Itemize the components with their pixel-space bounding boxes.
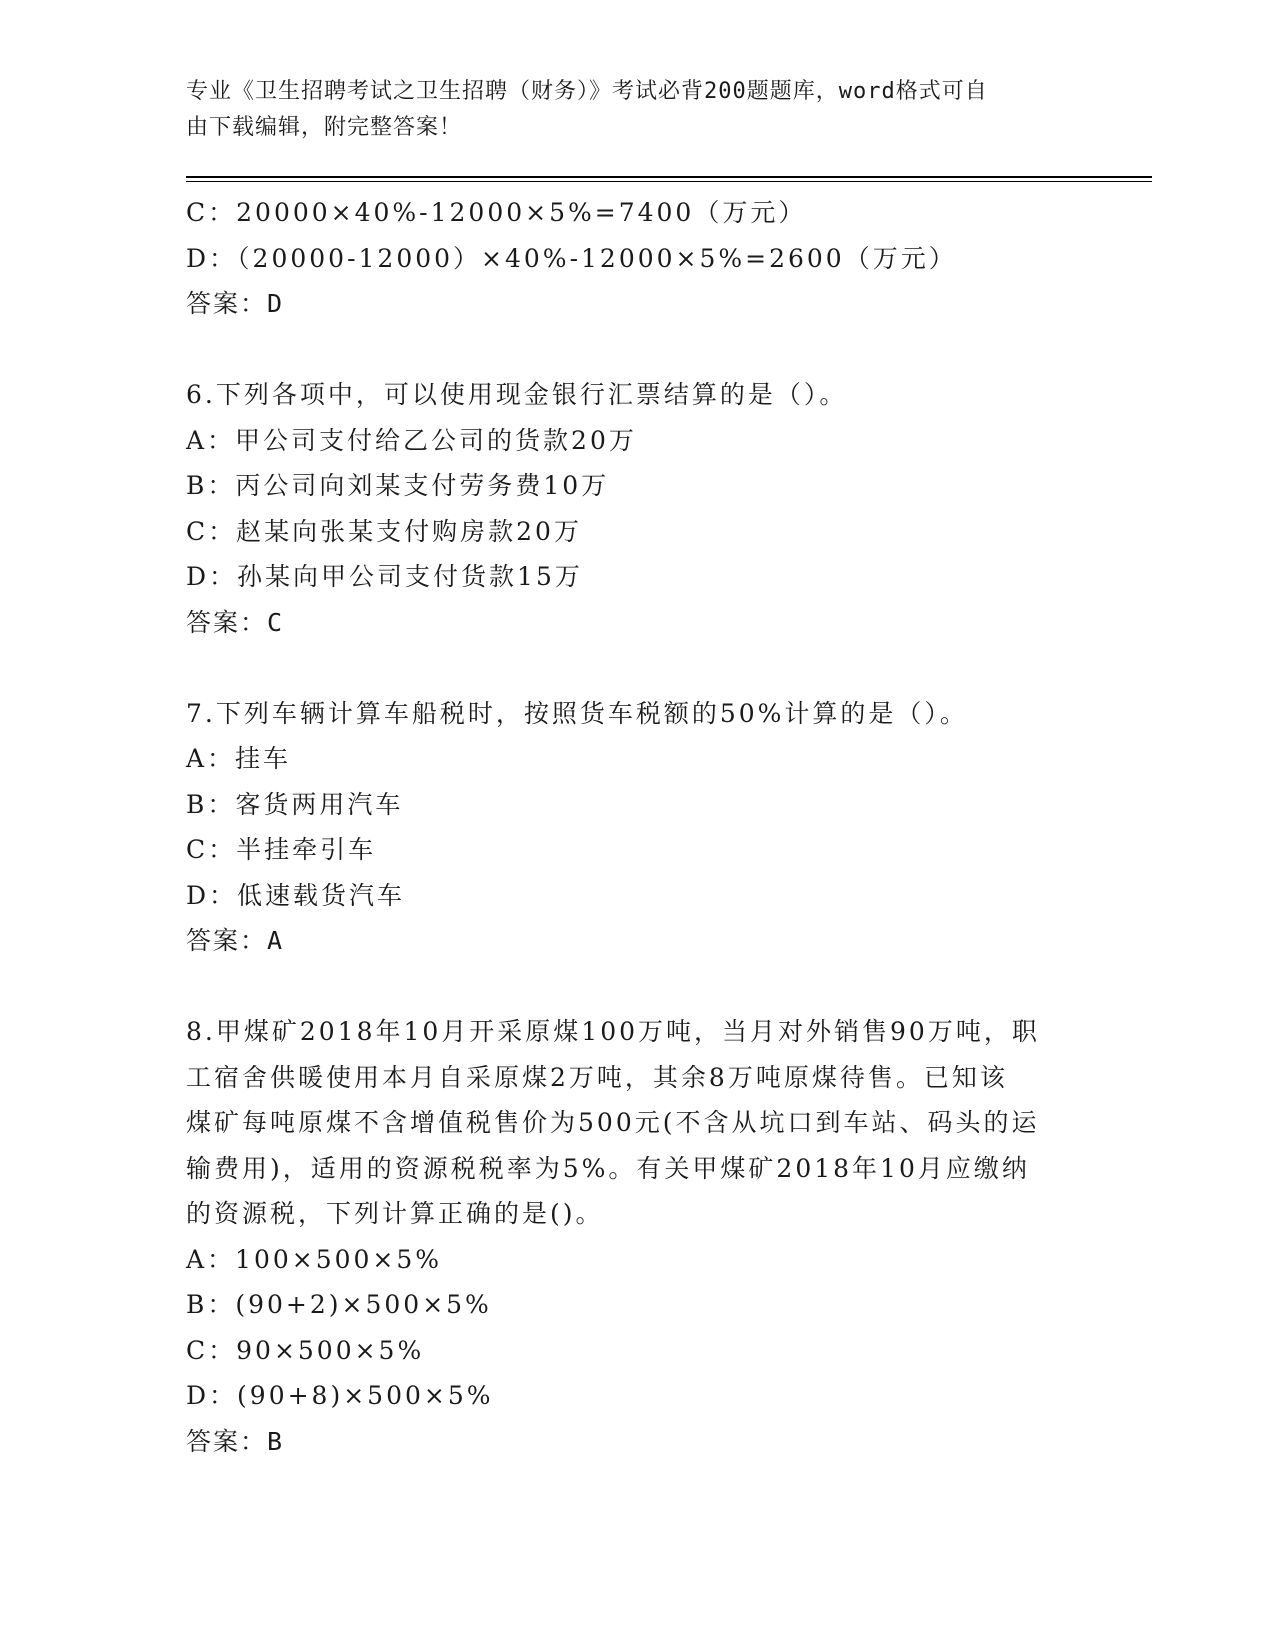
- option-b: B：客货两用汽车: [186, 789, 404, 819]
- option-c: C：赵某向张某支付购房款20万: [186, 516, 582, 546]
- question-list: [186, 190, 1086, 1464]
- option-d: D：孙某向甲公司支付货款15万: [186, 562, 583, 591]
- answer: 答案：B: [186, 1426, 285, 1456]
- question-stem-line: 工宿舍供暖使用本月自采原煤2万吨，其余8万吨原煤待售。已知该: [186, 1062, 1008, 1092]
- question-6: [186, 372, 1086, 645]
- option-a: A：100×500×5%: [186, 1244, 443, 1274]
- answer: 答案：C: [186, 607, 285, 637]
- option-c: C：90×500×5%: [186, 1335, 425, 1365]
- question-stem-line: 煤矿每吨原煤不含增值税售价为500元(不含从坑口到车站、码头的运: [186, 1108, 1040, 1137]
- header-line-2: 由下载编辑，附完整答案！: [186, 115, 463, 140]
- document-header: [186, 74, 1086, 146]
- option-a: A：甲公司支付给乙公司的货款20万: [186, 425, 637, 455]
- option-d: D：(90+8)×500×5%: [186, 1381, 494, 1410]
- spacer: [186, 645, 1086, 691]
- option-d: D：（20000-12000）×40%-12000×5%=2600（万元）: [186, 243, 957, 273]
- question-7: [186, 691, 1086, 964]
- question-stem-line: 输费用)，适用的资源税税率为5%。有关甲煤矿2018年10月应缴纳: [186, 1153, 1030, 1183]
- question-8: [186, 1009, 1086, 1464]
- spacer: [186, 964, 1086, 1010]
- header-rule-thin: [186, 181, 1152, 182]
- option-b: B：丙公司向刘某支付劳务费10万: [186, 471, 610, 500]
- option-c: C：20000×40%-12000×5%=7400（万元）: [186, 198, 807, 227]
- answer: 答案：A: [186, 926, 285, 955]
- option-d: D：低速载货汽车: [186, 880, 406, 910]
- question-stem-line: 的资源税，下列计算正确的是()。: [186, 1199, 604, 1228]
- header-line-1: 专业《卫生招聘考试之卫生招聘（财务）》考试必背200题题库，word格式可自: [186, 79, 988, 104]
- spacer: [186, 327, 1086, 373]
- header-rule-thick: [186, 176, 1152, 178]
- option-c: C：半挂牵引车: [186, 835, 377, 864]
- option-a: A：挂车: [186, 744, 292, 773]
- question-stem: 6.下列各项中，可以使用现金银行汇票结算的是（）。: [186, 380, 848, 409]
- question-stem: 7.下列车辆计算车船税时，按照货车税额的50%计算的是（）。: [186, 698, 968, 728]
- question-stem-line: 8.甲煤矿2018年10月开采原煤100万吨，当月对外销售90万吨，职: [186, 1017, 1040, 1046]
- option-b: B：(90+2)×500×5%: [186, 1290, 492, 1319]
- question-5: [186, 190, 1086, 327]
- answer: 答案：D: [186, 289, 285, 318]
